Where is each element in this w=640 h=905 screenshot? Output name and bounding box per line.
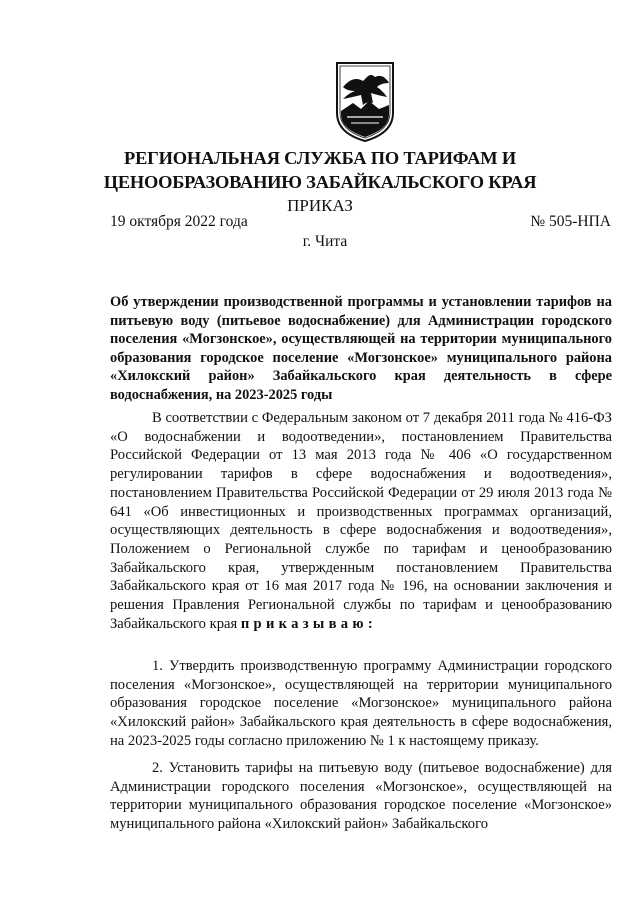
agency-name: РЕГИОНАЛЬНАЯ СЛУЖБА ПО ТАРИФАМ И ЦЕНООБРАЗОВАНИЮ ЗАБАЙКАЛЬСКОГО КРАЯ — [103, 148, 537, 192]
item-paragraph-2 — [110, 759, 612, 834]
coat-of-arms-icon — [333, 61, 397, 143]
document-title: Об утверждении производственной программы и установлении тарифов на питьевую воду (питьевое водоснабжение) для Администрации городского поселения «Могзонское», осуществляющей на территории муниципального образования городское поселение «Могзонское» муниципального района «Хилокский район» Забайкальского края деятельность в сфере водоснабжения, на 2023-2025 годы — [110, 294, 612, 403]
document-date: 19 октября 2022 года — [110, 213, 248, 230]
document-type: ПРИКАЗ — [287, 196, 353, 215]
item-text: 1. Утвердить производственную программу Администрации городского поселения «Могзонское», осуществляющей на территории муниципального образования городское поселение «Могзонское» муниципального района «Хилокский район» Забайкальского края деятельность в сфере водоснабжения, на 2023-2025 годы согласно приложению № 1 к настоящему приказу. — [110, 658, 612, 749]
item-text: 2. Установить тарифы на питьевую воду (питьевое водоснабжение) для Администрации городского поселения «Могзонское», осуществляющей на территории муниципального образования городское поселение «Могзонское» муниципального района «Хилокский район» Забайкальского — [110, 760, 612, 833]
item-paragraph-1 — [110, 657, 612, 751]
document-city: г. Чита — [302, 233, 348, 250]
preamble-paragraph — [110, 409, 612, 633]
preamble-text: В соответствии с Федеральным законом от 7 декабря 2011 года № 416-ФЗ «О водоснабжении и водоотведении», постановлением Правительства Российской Федерации от 13 мая 2013 года № 406 «О государственном регулировании тарифов в сфере водоснабжения и водоотведения», постановлением Правительства Российской Федерации от 29 июля 2013 года № 641 «Об инвестиционных и производственных программах организаций, осуществляющих деятельность в сфере водоснабжения и водоотведения», Положением о Региональной службе по тарифам и ценообразованию Забайкальского края, утвержденным постановлением Правительства Забайкальского края от 16 мая 2017 года № 196, на основании заключения и решения Правления Региональной службы по тарифам и ценообразованию Забайкальского края — [110, 410, 612, 632]
document-number: № 505-НПА — [530, 213, 611, 230]
order-word: приказываю: — [240, 615, 378, 632]
